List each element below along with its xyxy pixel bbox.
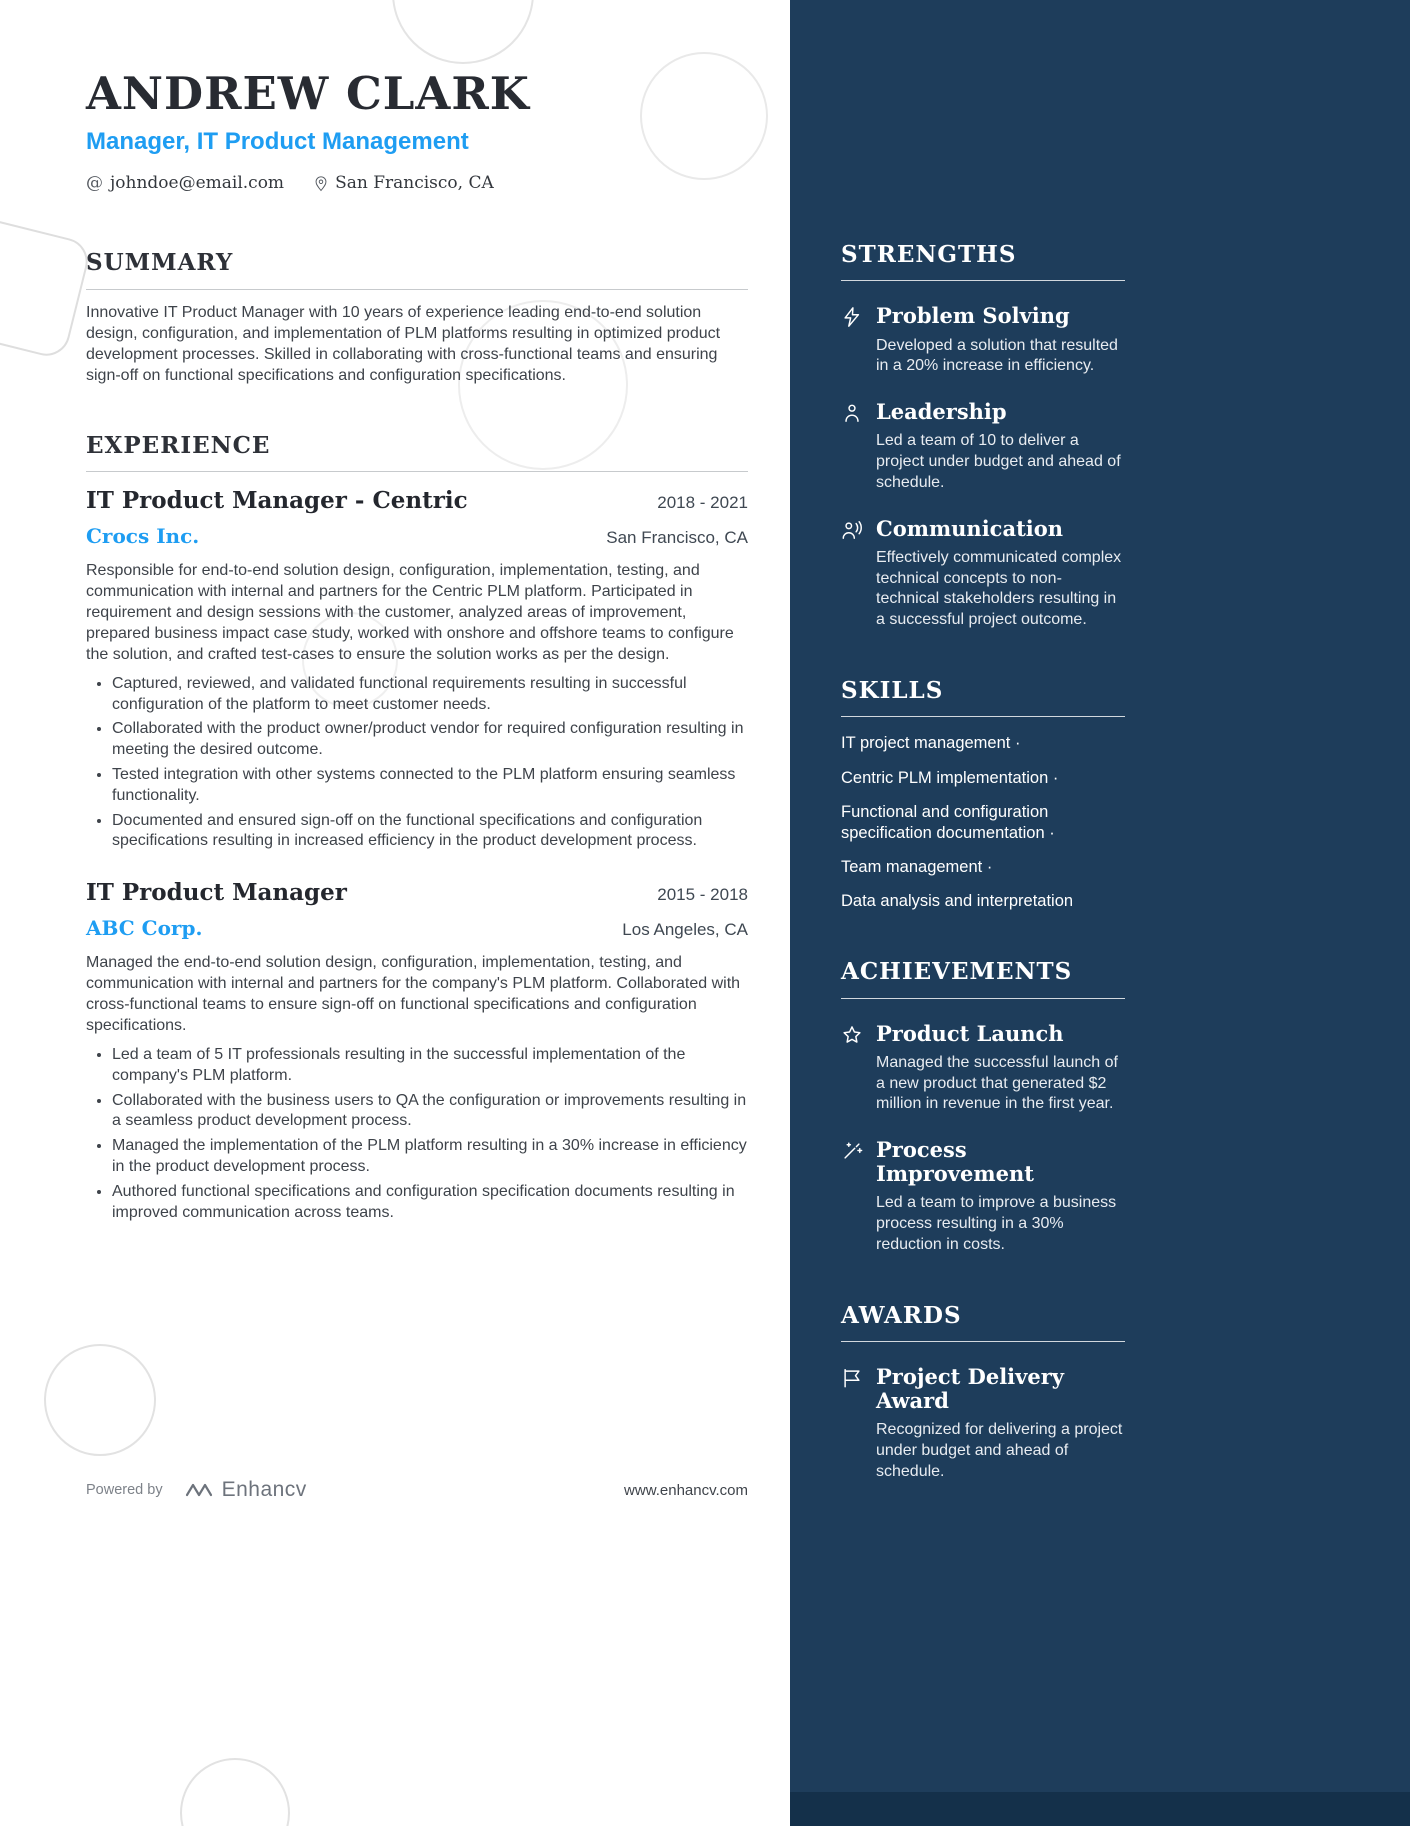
job-title: IT Product Manager bbox=[86, 879, 347, 907]
company-row bbox=[86, 916, 748, 940]
job-title: IT Product Manager - Centric bbox=[86, 487, 468, 515]
achievement-item bbox=[841, 1022, 1125, 1116]
candidate-name: ANDREW CLARK bbox=[86, 67, 530, 120]
bullet-item: • Captured, reviewed, and validated functional requirements resulting in successful configuration of the platform to meet customer needs. bbox=[112, 674, 748, 716]
strength-title: Leadership bbox=[876, 399, 1007, 425]
strength-title: Communication bbox=[876, 515, 1064, 541]
job-dates: 2018 - 2021 bbox=[657, 493, 748, 513]
company-row bbox=[86, 524, 748, 548]
skill-item: Functional and configuration specification documentation · bbox=[841, 802, 1125, 844]
skill-item: Centric PLM implementation · bbox=[841, 768, 1125, 789]
strength-text: Led a team of 10 to deliver a project under budget and ahead of schedule. bbox=[876, 432, 1121, 491]
bullet-item: • Tested integration with other systems connected to the PLM platform ensuring seamless functionality. bbox=[112, 765, 748, 807]
bullet-item: • Documented and ensured sign-off on the functional specifications and configuration specifications resulting in increased efficiency in the product development process. bbox=[112, 811, 748, 853]
at-icon: @ bbox=[86, 173, 103, 194]
job-description: Responsible for end-to-end solution design, configuration, implementation, testing, and communication with internal and partners for the Centric PLM platform. Participated in requirement and design sessions with the customer, analyzed areas of improvement, prepared business impact case study, worked with onshore and offshore teams to configure the solution, and crafted test-cases to ensure the solution works as per the design. bbox=[86, 562, 734, 663]
strengths-section bbox=[841, 242, 1125, 631]
job-bullets bbox=[86, 1045, 748, 1223]
summary-heading: SUMMARY bbox=[86, 250, 748, 289]
main-column bbox=[86, 0, 748, 1227]
decorative-square bbox=[0, 215, 93, 360]
award-title: Project Delivery Award bbox=[876, 1364, 1064, 1414]
summary-section bbox=[86, 250, 748, 386]
awards-section bbox=[841, 1303, 1125, 1483]
skills-list bbox=[841, 733, 1125, 912]
strength-text: Effectively communicated complex technical concepts to non-technical stakeholders resulting in a successful project outcome. bbox=[876, 548, 1122, 629]
summary-text: Innovative IT Product Manager with 10 years of experience leading end-to-end solution design, configuration, and implementation of PLM platforms resulting in optimized product development processes. Skilled in collaborating with cross-functional teams and ensuring sign-off on functional specifications and configuration specifications. bbox=[86, 303, 721, 384]
strength-item bbox=[841, 304, 1125, 377]
job-location: Los Angeles, CA bbox=[622, 920, 748, 940]
bullet-item: • Collaborated with the product owner/product vendor for required configuration resulting in meeting the desired outcome. bbox=[112, 719, 748, 761]
experience-entry bbox=[86, 879, 748, 1223]
bullet-item: • Collaborated with the business users to QA the configuration or improvements resulting in a seamless product development process. bbox=[112, 1091, 748, 1133]
decorative-circle bbox=[44, 1344, 156, 1456]
company-name: ABC Corp. bbox=[86, 916, 203, 941]
strength-text: Developed a solution that resulted in a 20% increase in efficiency. bbox=[876, 336, 1118, 375]
achievement-text: Managed the successful launch of a new product that generated $2 million in revenue in the first year. bbox=[876, 1053, 1118, 1113]
achievements-heading: ACHIEVEMENTS bbox=[841, 959, 1125, 998]
skills-heading: SKILLS bbox=[841, 678, 1125, 717]
bullet-item: • Managed the implementation of the PLM platform resulting in a 30% increase in efficiency in the product development process. bbox=[112, 1136, 748, 1178]
achievement-text: Led a team to improve a business process resulting in a 30% reduction in costs. bbox=[876, 1194, 1117, 1253]
email-text[interactable]: johndoe@email.com bbox=[110, 173, 285, 194]
strength-title: Problem Solving bbox=[876, 303, 1070, 329]
flag-icon bbox=[841, 1367, 863, 1389]
company-name: Crocs Inc. bbox=[86, 524, 200, 549]
skills-section bbox=[841, 678, 1125, 912]
job-header bbox=[86, 879, 748, 906]
location-pin-icon bbox=[314, 175, 328, 192]
skill-item: Data analysis and interpretation bbox=[841, 892, 1074, 911]
sidebar bbox=[790, 0, 1410, 1826]
job-description: Managed the end-to-end solution design, configuration, implementation, testing, and communication with internal and partners for the company's PLM platform. Collaborated with cross-functional teams to ensure sign-off on functional specifications and configuration specifications. bbox=[86, 954, 741, 1035]
location-contact bbox=[314, 173, 494, 193]
lightning-icon bbox=[841, 306, 863, 328]
wand-icon bbox=[841, 1140, 863, 1162]
contact-row bbox=[86, 173, 748, 193]
job-location: San Francisco, CA bbox=[606, 528, 748, 548]
sidebar-content bbox=[841, 0, 1125, 1483]
experience-entry bbox=[86, 487, 748, 852]
strengths-heading: STRENGTHS bbox=[841, 242, 1125, 281]
enhancv-logo-text: Enhancv bbox=[221, 1478, 307, 1501]
leadership-person-icon bbox=[841, 402, 863, 424]
strength-item bbox=[841, 400, 1125, 494]
email-contact bbox=[86, 173, 284, 193]
skill-item: Team management · bbox=[841, 857, 1125, 878]
achievement-title: Product Launch bbox=[876, 1020, 1064, 1046]
powered-by-label: Powered by bbox=[86, 1482, 163, 1498]
job-dates: 2015 - 2018 bbox=[657, 885, 748, 905]
achievement-item bbox=[841, 1138, 1125, 1256]
awards-heading: AWARDS bbox=[841, 1303, 1125, 1342]
decorative-circle bbox=[180, 1758, 290, 1826]
strength-item bbox=[841, 517, 1125, 631]
job-bullets bbox=[86, 674, 748, 852]
communication-icon bbox=[841, 519, 863, 541]
bullet-item: • Authored functional specifications and configuration specification documents resulting in improved communication across teams. bbox=[112, 1182, 748, 1224]
experience-heading: EXPERIENCE bbox=[86, 433, 748, 472]
star-icon bbox=[841, 1024, 863, 1046]
website-link[interactable]: www.enhancv.com bbox=[624, 1481, 748, 1499]
skill-item: IT project management · bbox=[841, 733, 1125, 754]
candidate-title: Manager, IT Product Management bbox=[86, 127, 469, 155]
experience-section bbox=[86, 433, 748, 1224]
achievement-title: Process Improvement bbox=[876, 1137, 1034, 1187]
award-item bbox=[841, 1365, 1125, 1483]
location-text: San Francisco, CA bbox=[335, 173, 494, 194]
job-header bbox=[86, 487, 748, 514]
enhancv-logo[interactable] bbox=[185, 1478, 307, 1502]
enhancv-logo-icon bbox=[185, 1480, 213, 1500]
header bbox=[86, 67, 748, 194]
bullet-item: • Led a team of 5 IT professionals resulting in the successful implementation of the company's PLM platform. bbox=[112, 1045, 748, 1087]
achievements-section bbox=[841, 959, 1125, 1256]
footer bbox=[86, 1478, 748, 1502]
award-text: Recognized for delivering a project under budget and ahead of schedule. bbox=[876, 1421, 1123, 1481]
